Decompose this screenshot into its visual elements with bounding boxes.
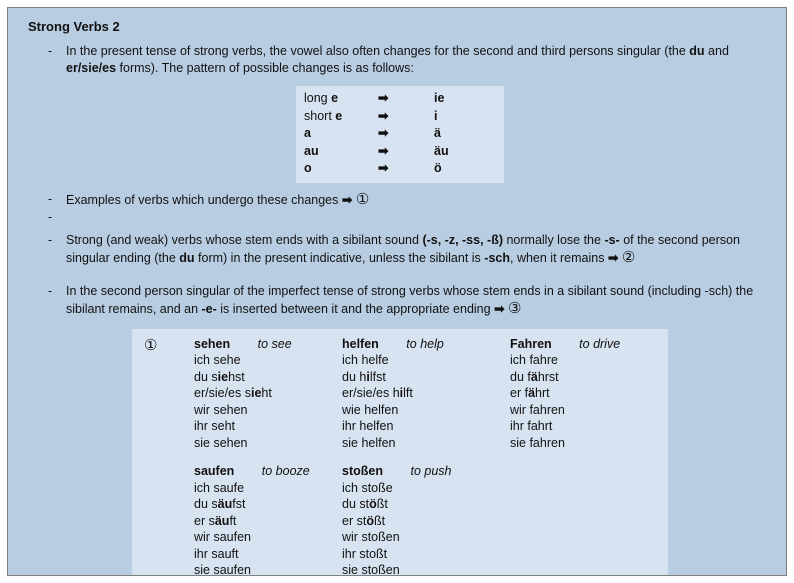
conjugation-line: er stößt (342, 513, 386, 528)
vowel-from: a (304, 126, 311, 140)
vowel-to: ö (434, 161, 442, 175)
bullet-item (48, 209, 766, 226)
conjugation-line: ich fahre (510, 353, 558, 367)
conjugation-line: sie fahren (510, 435, 565, 450)
conjugation-line: er säuft (194, 513, 237, 528)
conjugation-line: sie sehen (194, 435, 248, 450)
arrow-icon: ➡ (378, 143, 389, 158)
conjugation-line: ihr sauft (194, 546, 239, 561)
conjugation-line: ich helfe (342, 353, 389, 367)
conjugation-header (194, 463, 342, 480)
bullet-item (48, 232, 766, 267)
verb-infinitive: saufen (194, 464, 235, 478)
vowel-to: äu (434, 143, 449, 158)
conjugation-line: er fährt (510, 386, 550, 400)
bullet-dash: - (48, 191, 53, 206)
arrow-icon: ➡ (378, 108, 389, 123)
vowel-change-table (296, 86, 504, 183)
conjugation-line: wir saufen (194, 530, 251, 544)
conjugation-table (194, 463, 342, 576)
verb-translation: to drive (579, 336, 621, 351)
conjugation-table (194, 336, 342, 452)
vowel-change-row (304, 108, 496, 126)
vowel-to: ie (434, 91, 445, 105)
verb-infinitive: stoßen (342, 464, 383, 478)
conjugation-grid (194, 336, 660, 577)
conjugation-line: wie helfen (342, 402, 399, 417)
vowel-change-row (304, 143, 496, 161)
bullet-dash: - (48, 209, 53, 224)
conjugation-line: du hilfst (342, 369, 386, 384)
bullet-dash: - (48, 232, 53, 247)
example-marker: ① (144, 336, 158, 354)
vowel-to: ä (434, 126, 441, 140)
vowel-change-row (304, 160, 496, 178)
bullet-text (66, 209, 766, 226)
conjugation-line: ich sehe (194, 353, 241, 367)
vowel-from: au (304, 143, 319, 158)
conjugation-line: ihr stoßt (342, 546, 388, 561)
bullet-item (48, 283, 766, 318)
arrow-icon: ➡ (378, 91, 389, 105)
conjugation-table (510, 336, 660, 452)
conjugation-line: du fährst (510, 369, 559, 384)
conjugation-header (194, 336, 342, 353)
verb-infinitive: Fahren (510, 336, 552, 351)
verb-translation: to booze (261, 464, 310, 478)
bullet-item (48, 191, 766, 209)
conjugation-line: du stößt (342, 497, 388, 511)
vowel-change-row (304, 90, 496, 108)
conjugation-line: ich stoße (342, 480, 393, 495)
conjugation-line: ihr fahrt (510, 419, 553, 433)
vowel-from: long e (304, 91, 339, 105)
conjugation-line: er/sie/es hilft (342, 386, 413, 400)
conjugation-line: sie stoßen (342, 563, 400, 576)
worksheet-page (7, 7, 787, 576)
verb-infinitive: sehen (194, 336, 231, 351)
conjugation-line: sie saufen (194, 563, 251, 576)
conjugation-line: wir stoßen (342, 530, 400, 544)
bullet-item (48, 43, 766, 77)
conjugation-line: wir sehen (194, 402, 248, 417)
conjugation-line: wir fahren (510, 402, 565, 417)
bullet-dash: - (48, 44, 53, 58)
conjugation-line: ich saufe (194, 480, 245, 495)
bullet-text: Strong (and weak) verbs whose stem ends with a sibilant sound (-s, -z, -ss, -ß) normally lose the -s- of the second person singular ending (the du form) in the present indicative, unless the sibilant is -sch, when it remains ➡ ② (66, 232, 740, 266)
conjugation-line: du siehst (194, 369, 245, 384)
conjugation-header (342, 336, 510, 353)
arrow-icon: ➡ (378, 161, 389, 175)
bullet-dash: - (48, 283, 53, 298)
conjugation-line: du säufst (194, 497, 246, 511)
conjugation-table (342, 463, 510, 576)
vowel-from: short e (304, 108, 343, 123)
verb-translation: to see (257, 336, 292, 351)
vowel-to: i (434, 108, 438, 123)
conjugation-line: sie helfen (342, 435, 396, 450)
conjugation-line: ihr seht (194, 419, 235, 433)
conjugation-header (342, 463, 510, 480)
bullet-text: In the second person singular of the imperfect tense of strong verbs whose stem ends in a sibilant sound (including -sch) the sibilant remains, and an -e- is inserted between it and the appropriate ending ➡ ③ (66, 283, 754, 317)
verb-examples-box (132, 329, 668, 577)
verb-translation: to push (410, 464, 452, 478)
bullet-text: Examples of verbs which undergo these changes ➡ ① (66, 190, 370, 208)
page-title: Strong Verbs 2 (28, 19, 120, 34)
conjugation-header (510, 336, 660, 353)
vowel-from: o (304, 161, 312, 175)
verb-infinitive: helfen (342, 336, 379, 351)
conjugation-line: er/sie/es sieht (194, 386, 272, 400)
vowel-change-row (304, 125, 496, 143)
conjugation-line: ihr helfen (342, 419, 394, 433)
bullet-text: In the present tense of strong verbs, the vowel also often changes for the second and third persons singular (the du and er/sie/es forms). The pattern of possible changes is as follows: (66, 44, 729, 75)
verb-translation: to help (406, 336, 444, 351)
arrow-icon: ➡ (378, 126, 389, 140)
conjugation-table (342, 336, 510, 452)
